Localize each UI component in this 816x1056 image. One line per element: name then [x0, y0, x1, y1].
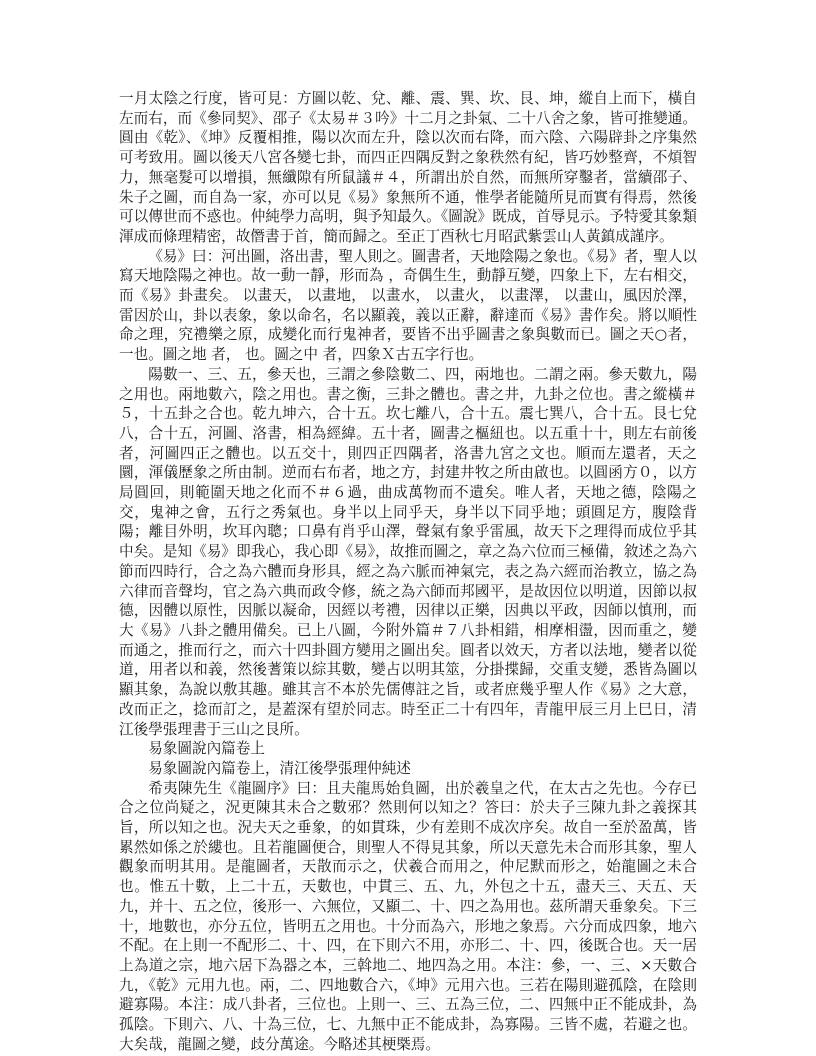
preface-paragraph: 一月太陰之行度，皆可見：方圖以乾、兌、離、震、巽、坎、艮、坤，縱自上而下，橫自左而右，而《參同契》、邵子《太易＃３吟》十二月之卦氣、二十八舍之象，皆可推變通。圓由《乾》、《坤》反覆相推，陽以次而左升，陰以次而右降，而六陰、六陽辟卦之序集然可考致用。圖以後天八宮各變七卦，而四正四隅反對之象秩然有紀，皆巧妙整齊，不煩智力，無毫髮可以增損，無纖隙有所鼠議＃４，所謂出於自然，而無所穿鑿者，當續邵子、朱子之圖，而自為一家，亦可以見《易》象無所不通，惟學者能隨所見而實有得焉，然後可以傳世而不惑也。仲純學力高明，與予知最久。《圖說》既成，首辱見示。予特愛其象類渾成而條理精密，故僭書于首，簡而歸之。至正丁酉秋七月昭武紫雲山人黃鎮成謹序。 — [119, 90, 697, 245]
numbers-paragraph: 陽數一、三、五，參天也，三謂之參陰數二、四，兩地也。二謂之兩。參天數九，陽之用也。兩地數六，陰之用也。書之衡，三卦之體也。書之井，九卦之位也。書之縱橫＃５，十五卦之合也。乾九坤六，合十五。坎七離八，合十五。震七巽八，合十五。艮七兌八，合十五，河圖、洛書，相為經緯。五十者，圖書之樞紐也。以五重十十，則左右前後者，河圖四正之體也。以五交十，則四正四隅者，洛書九宮之文也。順而左還者，天之圜，渾儀歷象之所由制。逆而右布者，地之方，封建井牧之所由啟也。以圓函方０，以方局圓回，則範圍天地之化而不＃６過，曲成萬物而不遺矣。唯人者，天地之德，陰陽之交，鬼神之會，五行之秀氣也。身半以上同乎天，身半以下同乎地；頭圓足方，腹陰背陽；離目外明，坎耳內聰；口鼻有肖乎山澤，聲氣有象乎雷風，故天下之理得而成位乎其中矣。是知《易》即我心，我心即《易》，故推而圖之，章之為六位而三極備，敘述之為六節而四時行，合之為六體而身形具，經之為六脈而神氣完，表之為六經而治教立，協之為六律而音聲均，官之為六典而政令修，統之為六師而邦國平，是故因位以明道，因節以叔德，因體以原性，因脈以凝命，因經以考禮，因律以正樂，因典以平政，因師以慎刑，而大《易》八卦之體用備矣。已上八圖，今附外篇＃７八卦相錯，相摩相盪，因而重之，變而通之，推而行之，而六十四卦圓方變用之圖出矣。圓者以效天，方者以法地，變者以從道，用者以和義，然後蓍策以綜其數，變占以明其筮，分掛揲歸，交重支變，悉皆為圖以顯其象，為說以敷其趣。雖其言不本於先儒傳註之旨，或者庶幾乎聖人作《易》之大意，改而正之，捻而訂之，是蓋深有望於同志。時至正二十有四年，青龍甲辰三月上巳日，清江後學張理書于三山之艮所。 — [119, 365, 697, 738]
document-page — [119, 89, 697, 1054]
volume-heading: 易象圖說內篇卷上 — [148, 740, 265, 758]
volume-author-heading: 易象圖說內篇卷上，清江後學張理仲純述 — [148, 759, 411, 777]
yi-intro-paragraph: 《易》曰：河出圖，洛出書，聖人則之。圖書者，天地陰陽之象也。《易》者，聖人以寫天地陰陽之神也。故一動一靜，形而為 ，奇偶生生，動靜互變，四象上下，左右相交，而《易》卦畫矣。 以畫天， 以畫地， 以畫水， 以畫火， 以畫澤， 以畫山，風因於澤，雷因於山，卦以表象，象以命名，名以顯義，義以正辭，辭達而《易》書作矣。將以順性命之理，究禮樂之原，成變化而行鬼神者，要皆不出乎圖書之象與數而已。圖之天○者，一也。圖之地 者， 也。圖之中 者，四象Ｘ古五字行也。 — [119, 247, 697, 364]
dragon-chart-paragraph: 希夷陳先生《龍圖序》曰：且夫龍馬始負圖，出於羲皇之代，在太古之先也。今存已合之位尚疑之，況更陳其未合之數邪？然則何以知之？答曰：於夫子三陳九卦之義探其旨，所以知之也。況夫天之垂象，的如貫珠，少有差則不成次序矣。故自一至於盈萬，皆累然如係之於縷也。且若龍圖便合，則聖人不得見其象，所以天意先未合而形其象，聖人觀象而明其用。是龍圖者，天散而示之，伏羲合而用之，仲尼默而形之，始龍圖之未合也。惟五十數，上二十五，天數也，中貫三、五、九，外包之十五，盡天三、天五、天九，并十、五之位，後形一、六無位，又顯二、十、四之為用也。茲所謂天垂象矣。下三十，地數也，亦分五位，皆明五之用也。十分而為六，形地之象焉。六分而成四象，地六不配。在上則一不配形二、十、四，在下則六不用，亦形二、十、四，後既合也。天一居上為道之宗，地六居下為器之本，三斡地二、地四為之用。本注：參，一、三、×天數合九，《乾》元用九也。兩，二、四地數合六，《坤》元用六也。三若在陽則避孤陰，在陰則避寡陽。本注：成八卦者，三位也。上則一、三、五為三位，二、四無中正不能成卦，為孤陰。下則六、八、十為三位，七、九無中正不能成卦，為寡陽。三皆不處，若避之也。大矣哉，龍圖之變，歧分萬途。今略述其梗槩焉。 — [119, 779, 697, 1053]
